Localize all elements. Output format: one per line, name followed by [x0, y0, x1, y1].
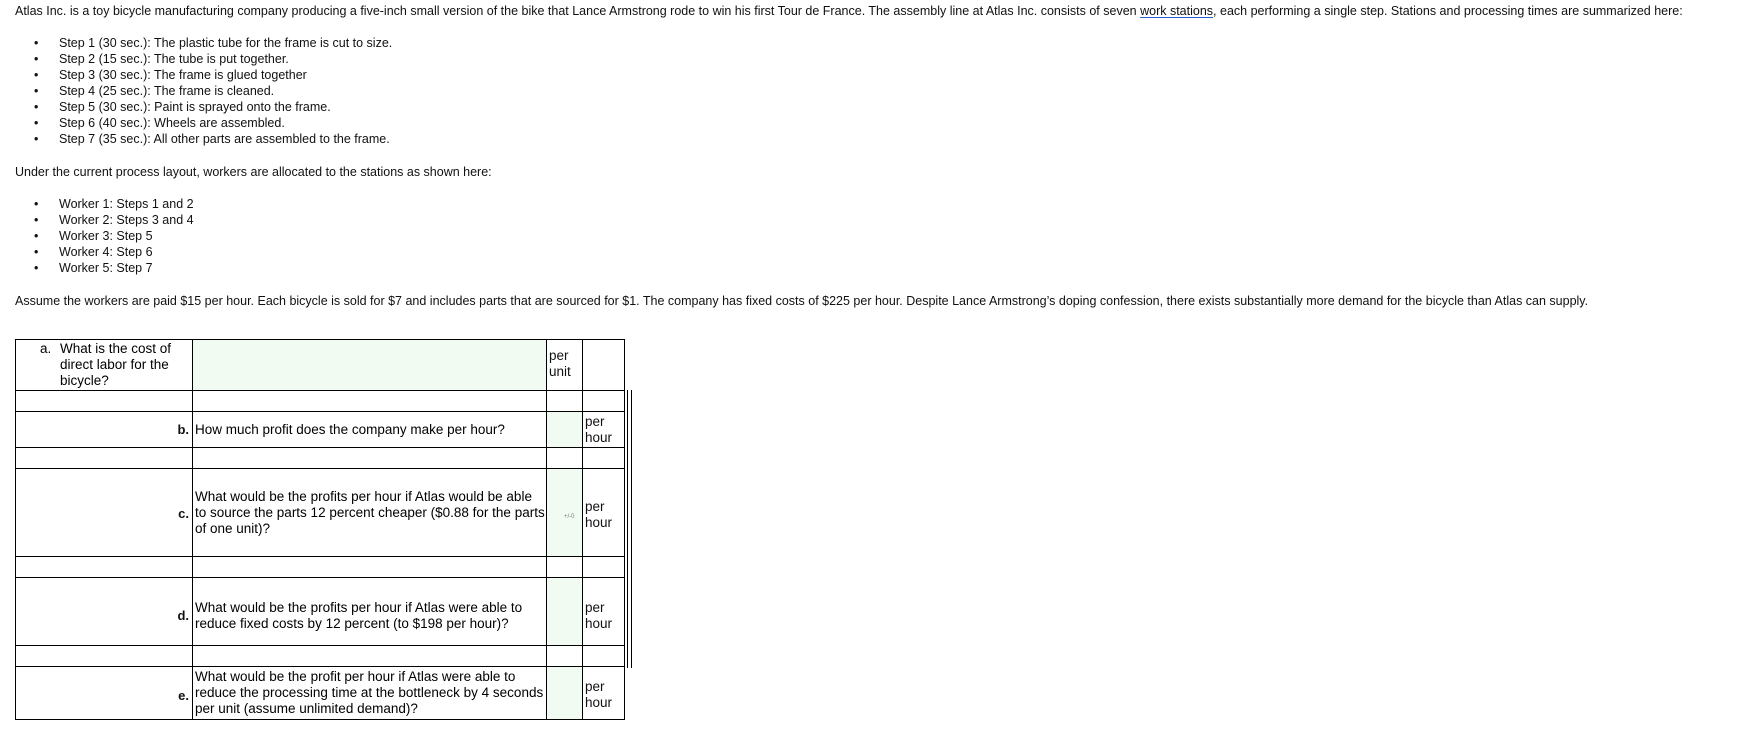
list-item: • Worker 3: Step 5: [15, 228, 1740, 244]
right-border-line: [631, 390, 632, 668]
list-item: • Worker 5: Step 7: [15, 260, 1740, 276]
spacer-row: [546, 556, 583, 578]
answer-e-unit: [582, 666, 625, 720]
question-a-label: [15, 339, 193, 391]
spacer-row: [546, 645, 583, 667]
answer-c-input[interactable]: [546, 468, 583, 557]
question-b-letter: b.: [177, 422, 189, 437]
intro-text: Atlas Inc. is a toy bicycle manufacturing company producing a five-inch small version of the bike that Lance Armstrong rode to win his first Tour de France. The assembly line at Atlas Inc. consists of seven: [15, 4, 1141, 18]
question-b-label: [15, 411, 193, 448]
list-item: • Step 3 (30 sec.): The frame is glued together: [15, 67, 1740, 83]
intro-text-end: , each performing a single step. Stations and processing times are summarized here:: [1213, 4, 1683, 18]
answer-b-input[interactable]: [546, 411, 583, 448]
steps-list: [15, 35, 1740, 147]
question-d-letter: d.: [177, 608, 189, 623]
answer-a-unit: [546, 339, 583, 391]
question-b-text-span: How much profit does the company make per hour?: [195, 422, 505, 437]
list-item: • Step 2 (15 sec.): The tube is put together.: [15, 51, 1740, 67]
intro-paragraph: [15, 3, 1740, 19]
list-item: • Step 5 (30 sec.): Paint is sprayed onto the frame.: [15, 99, 1740, 115]
spacer-row: [192, 447, 547, 469]
answer-e-input[interactable]: [546, 666, 583, 720]
spacer-row: [582, 390, 625, 412]
spacer-row: [15, 645, 193, 667]
spacer-row: [192, 645, 547, 667]
unit-line: hour: [585, 616, 613, 631]
answer-d-input[interactable]: [546, 577, 583, 646]
spacer-row: [582, 556, 625, 578]
unit-line: per: [585, 600, 605, 615]
question-c-label: [15, 468, 193, 557]
workers-list: [15, 196, 1740, 276]
question-e-label: [15, 666, 193, 720]
unit-line: unit: [549, 364, 571, 379]
spacer-row: [582, 645, 625, 667]
right-border-line: [627, 390, 628, 668]
unit-line: hour: [585, 515, 613, 530]
unit-line: per: [585, 414, 605, 429]
question-d-text-span: What would be the profits per hour if Atlas were able to reduce fixed costs by 12 percent (to $198 per hour)?: [195, 600, 523, 631]
unit-line: hour: [585, 695, 613, 710]
question-e-text-span: What would be the profit per hour if Atlas were able to reduce the processing time at the bottleneck by 4 seconds per unit (assume unlimited demand)?: [195, 669, 544, 716]
unit-line: per: [585, 499, 605, 514]
problem-statement: [15, 3, 1740, 309]
unit-line: hour: [585, 430, 613, 445]
assumptions-paragraph: Assume the workers are paid $15 per hour. Each bicycle is sold for $7 and includes parts that are sourced for $1. The company has fixed costs of $225 per hour. Despite Lance Armstrong’s doping confession, there exists substantially more demand for the bicycle than Atlas can supply.: [15, 294, 1589, 308]
layout-intro: Under the current process layout, workers are allocated to the stations as shown here:: [15, 165, 492, 179]
answer-c-unit: [582, 468, 625, 557]
spacer-row: [15, 390, 193, 412]
work-stations-link[interactable]: work stations: [1140, 4, 1214, 18]
list-item: • Worker 4: Step 6: [15, 244, 1740, 260]
list-item: • Worker 2: Steps 3 and 4: [15, 212, 1740, 228]
question-b-text: [192, 411, 547, 448]
spacer-row: [15, 447, 193, 469]
answer-a-input[interactable]: [192, 339, 547, 391]
spacer-row: [582, 447, 625, 469]
question-e-letter: e.: [178, 688, 189, 703]
unit-line: per: [585, 679, 605, 694]
answer-a-blank: [582, 339, 625, 391]
question-d-label: [15, 577, 193, 646]
spacer-row: [192, 390, 547, 412]
spacer-row: [15, 556, 193, 578]
question-c-text: [192, 468, 547, 557]
list-item: • Step 4 (25 sec.): The frame is cleaned.: [15, 83, 1740, 99]
list-item: • Worker 1: Steps 1 and 2: [15, 196, 1740, 212]
question-c-letter: c.: [178, 506, 189, 521]
question-a-text: What is the cost of direct labor for the bicycle?: [60, 341, 172, 388]
list-item: • Step 1 (30 sec.): The plastic tube for the frame is cut to size.: [15, 35, 1740, 51]
answer-d-unit: [582, 577, 625, 646]
spacer-row: [546, 390, 583, 412]
spacer-row: [546, 447, 583, 469]
list-item: • Step 7 (35 sec.): All other parts are assembled to the frame.: [15, 131, 1740, 147]
unit-line: per: [549, 348, 569, 363]
spacer-row: [192, 556, 547, 578]
question-c-text-span: What would be the profits per hour if Atlas would be able to source the parts 12 percent cheaper ($0.88 for the parts of one unit)?: [195, 489, 545, 536]
question-d-text: [192, 577, 547, 646]
question-e-text: [192, 666, 547, 720]
answer-b-unit: [582, 411, 625, 448]
question-a-letter: a.: [40, 341, 52, 356]
sign-toggle[interactable]: +/-0: [564, 514, 575, 520]
list-item: • Step 6 (40 sec.): Wheels are assembled.: [15, 115, 1740, 131]
